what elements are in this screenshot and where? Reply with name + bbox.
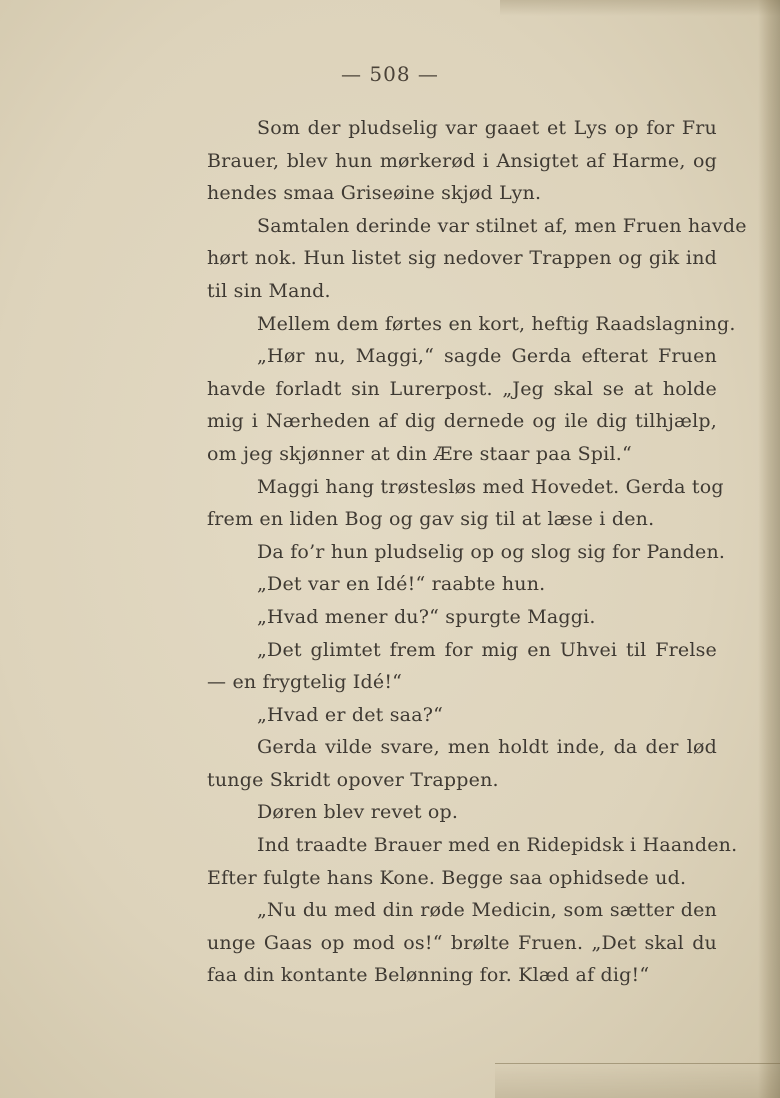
- text-line: „Hvad mener du?“ spurgte Maggi.: [257, 605, 596, 628]
- text-line: hørt nok. Hun listet sig nedover Trappen og gik ind: [207, 247, 717, 270]
- text-line: havde forladt sin Lurerpost. „Jeg skal se at holde: [207, 377, 717, 400]
- text-line: tunge Skridt opover Trappen.: [207, 768, 499, 791]
- text-line: faa din kontante Belønning for. Klæd af dig!“: [207, 964, 650, 987]
- text-line: Samtalen derinde var stilnet af, men Fruen havde: [257, 214, 747, 237]
- text-line: mig i Nærheden af dig dernede og ile dig tilhjælp,: [207, 410, 717, 433]
- text-line: unge Gaas op mod os!“ brølte Fruen. „Det skal du: [207, 931, 717, 954]
- text-line: „Det var en Idé!“ raabte hun.: [257, 573, 546, 596]
- page-number: — 508 —: [341, 62, 439, 86]
- text-line: til sin Mand.: [207, 279, 331, 302]
- text-line: Brauer, blev hun mørkerød i Ansigtet af Harme, og: [207, 149, 717, 172]
- text-line: „Nu du med din røde Medicin, som sætter den: [257, 899, 717, 922]
- text-line: „Hvad er det saa?“: [257, 703, 444, 726]
- text-line: Da fo’r hun pludselig op og slog sig for Panden.: [257, 540, 726, 563]
- page-right-edge: [758, 0, 780, 1098]
- text-line: — en frygtelig Idé!“: [207, 671, 403, 694]
- text-line: Døren blev revet op.: [257, 801, 459, 824]
- text-line: om jeg skjønner at din Ære staar paa Spil.“: [207, 442, 632, 465]
- page-bottom-fold: [495, 1063, 780, 1098]
- text-line: Efter fulgte hans Kone. Begge saa ophidsede ud.: [207, 866, 687, 889]
- body-text: [207, 112, 747, 992]
- text-line: frem en liden Bog og gav sig til at læse i den.: [207, 508, 655, 531]
- text-line: Ind traadte Brauer med en Ridepidsk i Haanden.: [257, 834, 738, 857]
- text-line: hendes smaa Griseøine skjød Lyn.: [207, 182, 542, 205]
- text-line: Mellem dem førtes en kort, heftig Raadslagning.: [257, 312, 736, 335]
- text-line: „Hør nu, Maggi,“ sagde Gerda efterat Fruen: [257, 345, 717, 368]
- text-line: Som der pludselig var gaaet et Lys op for Fru: [257, 117, 717, 139]
- text-line: Gerda vilde svare, men holdt inde, da der lød: [257, 736, 717, 759]
- text-line: Maggi hang trøstesløs med Hovedet. Gerda tog: [257, 475, 724, 498]
- text-line: „Det glimtet frem for mig en Uhvei til Frelse: [257, 638, 717, 661]
- page-top-shadow: [500, 0, 780, 16]
